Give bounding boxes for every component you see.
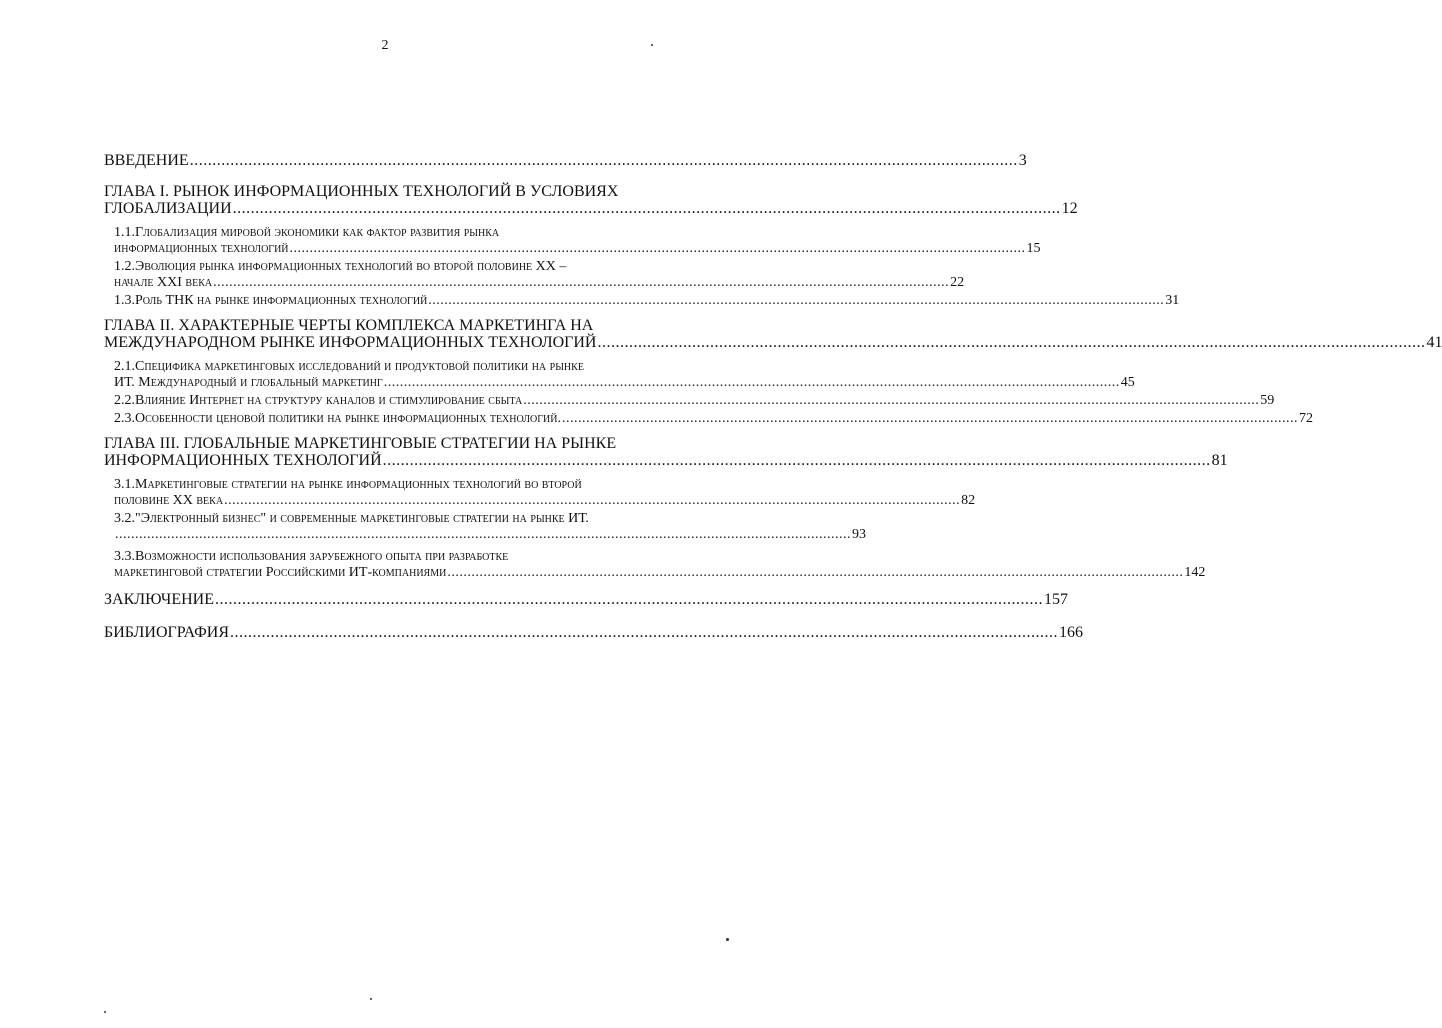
toc-entry-section-3-1 — [104, 477, 976, 509]
toc-entry-page: 72 — [1298, 411, 1313, 426]
toc-entry-title: 3.2."Электронный бизнес" и современные маркетинговые стратегии на рынке ИТ. — [114, 511, 589, 526]
toc-entry-title-cont: ГЛОБАЛИЗАЦИИ — [104, 200, 232, 217]
toc-entry-section-3-3 — [104, 549, 1206, 581]
toc-entry-title: ВВЕДЕНИЕ — [104, 152, 189, 169]
toc-entry-page: 22 — [950, 275, 965, 290]
toc-entry-title-cont: ИТ. Международный и глобальный маркетинг — [114, 375, 383, 390]
scan-speck — [651, 44, 653, 46]
toc-entry-title-cont: половине XX века — [114, 493, 224, 508]
toc-leader-dots: ........................................................................................................................................................................................ — [232, 200, 1061, 217]
toc-entry-section-1-1 — [104, 225, 1041, 257]
toc-entry-title-cont: начале XXI века — [114, 275, 213, 290]
toc-entry-title: ГЛАВА II. ХАРАКТЕРНЫЕ ЧЕРТЫ КОМПЛЕКСА МАРКЕТИНГА НА — [104, 317, 594, 334]
toc-leader-dots: ........................................................................................................................................................................................ — [561, 411, 1298, 426]
toc-leader-dots: ........................................................................................................................................................................................ — [382, 452, 1211, 469]
toc-entry-title: 1.3.Роль ТНК на рынке информационных технологий — [114, 293, 428, 308]
toc-entry-page: 142 — [1184, 565, 1206, 580]
toc-entry-title: ЗАКЛЮЧЕНИЕ — [104, 591, 214, 608]
toc-entry-title: 1.2.Эволюция рынка информационных технологий во второй половине XX – — [114, 259, 567, 274]
toc-entry-page: 157 — [1043, 591, 1068, 608]
toc-entry-title: 3.1.Маркетинговые стратегии на рынке информационных технологий во второй — [114, 477, 582, 492]
scan-speck — [726, 938, 729, 941]
toc-entry-section-1-2 — [104, 259, 965, 291]
toc-leader-dots: ........................................................................................................................................................................................ — [383, 375, 1120, 390]
toc-entry-chapter-2 — [104, 317, 1442, 351]
toc-entry-chapter-1 — [104, 183, 1078, 217]
toc-entry-title: 2.2.Влияние Интернет на структуру каналов и стимулирование сбыта — [114, 393, 523, 408]
toc-entry-title-cont: маркетинговой стратегии Российскими ИТ-компаниями — [114, 565, 447, 580]
toc-entry-page: 59 — [1260, 393, 1275, 408]
scan-speck — [370, 998, 372, 1000]
toc-entry-introduction — [104, 152, 1027, 169]
toc-leader-dots: ........................................................................................................................................................................................ — [289, 241, 1026, 256]
toc-entry-title: 2.1.Специфика маркетинговых исследований и продуктовой политики на рынке — [114, 359, 584, 374]
toc-entry-section-2-2 — [104, 393, 1275, 409]
toc-entry-title: БИБЛИОГРАФИЯ — [104, 624, 230, 641]
toc-entry-page: 3 — [1018, 152, 1027, 169]
toc-leader-dots: ........................................................................................................................................................................................ — [224, 493, 961, 508]
scan-speck — [104, 1011, 106, 1013]
toc-leader-dots: ........................................................................................................................................................................................ — [189, 152, 1018, 169]
toc-entry-title-cont: МЕЖДУНАРОДНОМ РЫНКЕ ИНФОРМАЦИОННЫХ ТЕХНОЛОГИЙ — [104, 334, 597, 351]
toc-leader-dots: ........................................................................................................................................................................................ — [428, 293, 1165, 308]
toc-leader-dots: ........................................................................................................................................................................................ — [230, 624, 1059, 641]
toc-entry-page: 41 — [1426, 334, 1442, 351]
toc-entry-page: 12 — [1061, 200, 1078, 217]
toc-entry-page: 31 — [1165, 293, 1180, 308]
toc-entry-chapter-3 — [104, 435, 1228, 469]
toc-entry-section-2-1 — [104, 359, 1135, 391]
toc-entry-title: 2.3.Особенности ценовой политики на рынке информационных технологий. — [114, 411, 561, 426]
toc-leader-dots: ........................................................................................................................................................................................ — [523, 393, 1260, 408]
toc-entry-title-cont: ИНФОРМАЦИОННЫХ ТЕХНОЛОГИЙ — [104, 452, 382, 469]
toc-entry-bibliography — [104, 624, 1084, 641]
toc-leader-dots: ........................................................................................................................................................................................ — [447, 565, 1184, 580]
toc-entry-title: ГЛАВА III. ГЛОБАЛЬНЫЕ МАРКЕТИНГОВЫЕ СТРАТЕГИИ НА РЫНКЕ — [104, 435, 617, 452]
toc-leader-dots: ........................................................................................................................................................................................ — [115, 527, 851, 542]
toc-entry-conclusion — [104, 591, 1068, 608]
toc-entry-page: 81 — [1211, 452, 1228, 469]
page-number: 2 — [381, 38, 389, 53]
table-of-contents — [104, 152, 1442, 641]
toc-entry-title: ГЛАВА I. РЫНОК ИНФОРМАЦИОННЫХ ТЕХНОЛОГИЙ В УСЛОВИЯХ — [104, 183, 619, 200]
toc-entry-section-2-3 — [104, 411, 1313, 427]
toc-entry-title-cont: информационных технологий — [114, 241, 289, 256]
toc-leader-dots: ........................................................................................................................................................................................ — [597, 334, 1426, 351]
toc-entry-section-3-2 — [104, 511, 866, 543]
toc-entry-page: 45 — [1120, 375, 1135, 390]
toc-entry-page: 82 — [961, 493, 976, 508]
toc-entry-title: 1.1.Глобализация мировой экономики как фактор развития рынка — [114, 225, 500, 240]
toc-leader-dots: ........................................................................................................................................................................................ — [214, 591, 1043, 608]
toc-entry-page: 166 — [1059, 624, 1084, 641]
toc-entry-section-1-3 — [104, 293, 1180, 309]
toc-entry-title: 3.3.Возможности использования зарубежного опыта при разработке — [114, 549, 509, 564]
toc-entry-page: 93 — [852, 527, 866, 542]
toc-entry-page: 15 — [1026, 241, 1041, 256]
toc-leader-dots: ........................................................................................................................................................................................ — [213, 275, 950, 290]
